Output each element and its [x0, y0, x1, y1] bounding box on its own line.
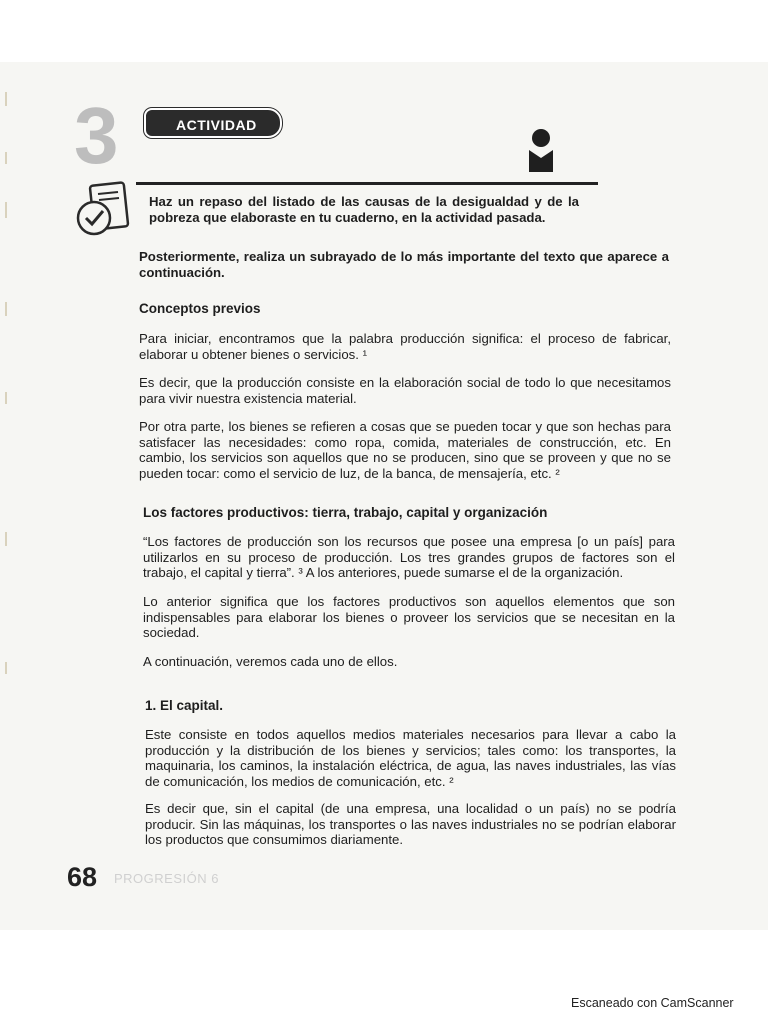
instruction-review: Haz un repaso del listado de las causas de la desigualdad y de la pobreza que elaboraste en tu cuaderno, en la actividad pasada. — [149, 194, 579, 225]
paragraph-factores-definicion: “Los factores de producción son los recursos que posee una empresa [o un país] para utilizarlos en su proceso de producción. Los tres grandes grupos de factores son el trabajo, el capital y tierra”. ³ A los anteriores, puede sumarse el de la organización. — [143, 534, 675, 580]
notebook-check-icon — [70, 180, 134, 242]
page-edge-mark — [5, 202, 7, 218]
paragraph-a-continuacion: A continuación, veremos cada uno de ellos. — [143, 654, 398, 669]
instruction-underline: Posteriormente, realiza un subrayado de lo más importante del texto que aparece a continuación. — [139, 249, 669, 280]
page-edge-mark — [5, 662, 7, 674]
page-edge-mark — [5, 532, 7, 546]
progression-label: PROGRESIÓN 6 — [114, 871, 219, 886]
activity-badge: ACTIVIDAD — [144, 108, 282, 138]
scanner-watermark: Escaneado con CamScanner — [571, 996, 734, 1010]
header-rule — [136, 182, 598, 185]
heading-conceptos-previos: Conceptos previos — [139, 301, 261, 316]
page-edge-mark — [5, 92, 7, 106]
paragraph-bienes-servicios: Por otra parte, los bienes se refieren a cosas que se pueden tocar y que son hechas para satisfacer las necesidades: como ropa, comida, materiales de construcción, etc. En cambio, los servicios son aquellos que no se producen, sino que se proveen y que no se pueden tocar: como el servicio de luz, de la banca, de mensajería, etc. ² — [139, 419, 671, 481]
heading-el-capital: 1. El capital. — [145, 698, 224, 713]
paragraph-capital-sin: Es decir que, sin el capital (de una empresa, una localidad o un país) no se podría producir. Sin las máquinas, los transportes o las naves industriales no se podrían elaborar los productos que consumimos diariamente. — [145, 801, 676, 847]
page-number: 68 — [67, 862, 98, 892]
page-edge-mark — [5, 302, 7, 316]
person-icon — [527, 128, 555, 172]
paragraph-produccion: Para iniciar, encontramos que la palabra producción significa: el proceso de fabricar, elaborar u obtener bienes o servicios. ¹ — [139, 331, 671, 362]
paragraph-capital-definicion: Este consiste en todos aquellos medios materiales necesarios para llevar a cabo la producción y la distribución de los bienes y servicios; tales como: los transportes, la maquinaria, los caminos, la instalación eléctrica, de agua, las naves industriales, las vías de comunicación, los medios de comunicación, etc. ² — [145, 727, 676, 789]
page-edge-mark — [5, 152, 7, 164]
heading-factores-productivos: Los factores productivos: tierra, trabajo, capital y organización — [143, 505, 548, 520]
paragraph-es-decir: Es decir, que la producción consiste en la elaboración social de todo lo que necesitamos para vivir nuestra existencia material. — [139, 375, 671, 406]
paragraph-factores-significado: Lo anterior significa que los factores productivos son aquellos elementos que son indispensables para elaborar los bienes o proveer los servicios que se necesitan en la sociedad. — [143, 594, 675, 640]
page-edge-mark — [5, 392, 7, 404]
activity-number: 3 — [74, 91, 119, 180]
